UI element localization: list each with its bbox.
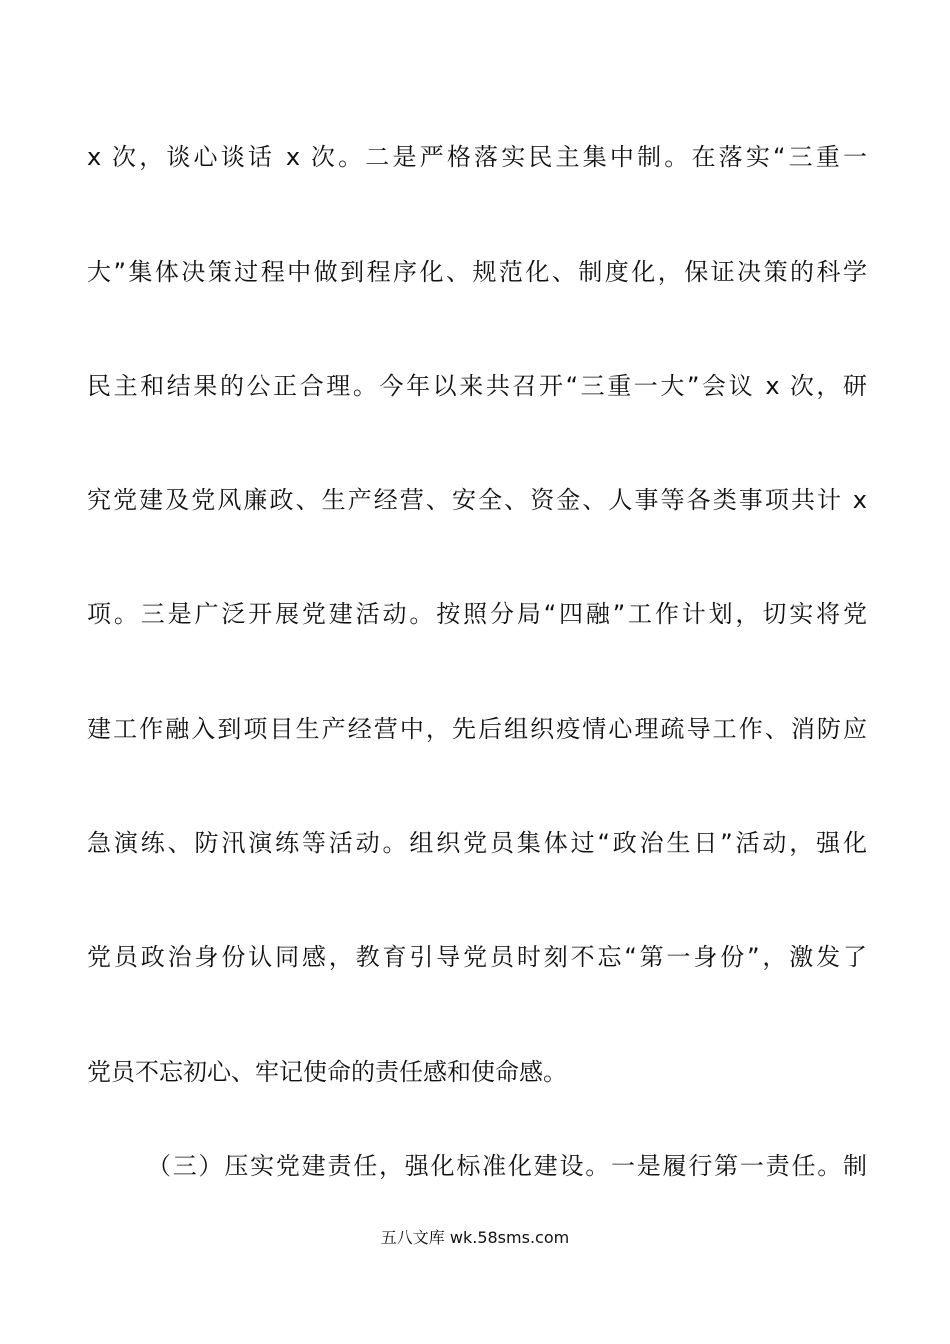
- paragraph-line-6: 建工作融入到项目生产经营中，先后组织疫情心理疏导工作、消防应: [87, 715, 867, 743]
- paragraph-line-8: 党员政治身份认同感，教育引导党员时刻不忘“第一身份”，激发了: [87, 943, 867, 971]
- paragraph-line-5: 项。三是广泛开展党建活动。按照分局“四融”工作计划，切实将党: [87, 600, 867, 628]
- paragraph-line-2: 大”集体决策过程中做到程序化、规范化、制度化，保证决策的科学: [87, 258, 867, 286]
- paragraph-line-9: 党员不忘初心、牢记使命的责任感和使命感。: [87, 1058, 567, 1086]
- paragraph-line-7: 急演练、防汛演练等活动。组织党员集体过“政治生日”活动，强化: [87, 829, 867, 857]
- paragraph-line-4: 究党建及党风廉政、生产经营、安全、资金、人事等各类事项共计 x: [87, 486, 867, 514]
- paragraph-line-3: 民主和结果的公正合理。今年以来共召开“三重一大”会议 x 次，研: [87, 372, 867, 400]
- paragraph-line-1: x 次，谈心谈话 x 次。二是严格落实民主集中制。在落实“三重一: [87, 143, 867, 171]
- footer-watermark-text: 五八文库 wk.58sms.com: [380, 1228, 570, 1247]
- section-heading-line: （三）压实党建责任，强化标准化建设。一是履行第一责任。制: [147, 1152, 867, 1180]
